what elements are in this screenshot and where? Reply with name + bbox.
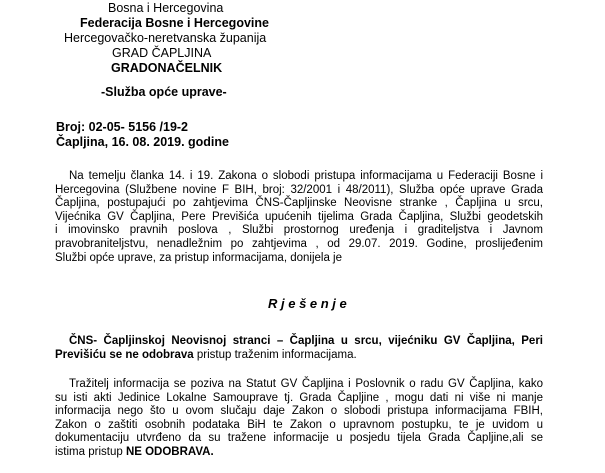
explanation-line: informacija nego što u ovom slučaju daje Zakon o slobodi pristupa informacijama FBIH, — [55, 405, 543, 418]
preamble-line: i imovinsko pravnih poslova , Službi prostornog uređenja i graditeljstva i Javnom — [55, 224, 543, 237]
explanation-line: Zakon o zaštiti osobnih podataka BiH te Zakon o upravnom postupku, te je uvidom u — [55, 418, 543, 431]
preamble-paragraph — [55, 170, 543, 265]
explanation-line: su isti akti Jedinice Lokalne Samouprave tj. Grada Čapljine , mogu dati ni više ni manje — [55, 391, 543, 404]
decision-line: ČNS- Čapljinskoj Neovisnoj stranci – Čapljina u srcu, vijećniku GV Čapljina, Peri — [69, 335, 543, 347]
preamble-line: Službi opće uprave, za pristup informacijama, donijela je — [55, 251, 343, 264]
preamble-line: Čapljina, postupajući po zahtjevima ČNS-Čapljinske Neovisne stranke , Čapljina u srcu, — [55, 197, 543, 210]
reference-place-date: Čapljina, 16. 08. 2019. godine — [56, 135, 229, 149]
decision-normal-text: pristup traženim informacijama. — [193, 348, 357, 361]
header-federation: Federacija Bosne i Hercegovine — [80, 16, 269, 30]
explanation-paragraph — [55, 378, 543, 460]
preamble-line: Na temelju članka 14. i 19. Zakona o slobodi pristupa informacijama u Federaciji Bosne i — [69, 170, 543, 182]
explanation-last-line — [55, 446, 543, 460]
decision-line — [55, 349, 543, 363]
decision-title: R j e š e n j e — [268, 296, 347, 311]
reference-number: Broj: 02-05- 5156 /19-2 — [56, 120, 189, 134]
preamble-line: pravobraniteljstvu, nenadležnim po zahtjevima , od 29.07. 2019. Godine, proslijeđenim — [55, 237, 543, 250]
decision-paragraph — [55, 335, 543, 362]
decision-bold-text: Previšiću se ne odobrava — [55, 348, 194, 361]
header-country: Bosna i Hercegovina — [108, 1, 224, 15]
explanation-line: Tražitelj informacija se poziva na Statut GV Čapljina i Poslovnik o radu GV Čapljina, kako — [69, 378, 543, 390]
preamble-line: Vijećnika GV Čapljina, Pere Previšića upućenih tijelima Grada Čapljina, Službi geodetskih — [55, 210, 543, 223]
header-canton: Hercegovačko-neretvanska županija — [64, 31, 267, 45]
preamble-line: Hercegovina (Službene novine F BIH, broj: 32/2001 i 48/2011), Služba opće uprave Grada — [55, 183, 543, 196]
explanation-last-prefix: istima pristup — [55, 445, 126, 458]
header-service: -Služba opće uprave- — [101, 85, 227, 99]
explanation-last-bold: NE ODOBRAVA. — [125, 445, 214, 458]
header-city: GRAD ČAPLJINA — [112, 46, 212, 60]
header-office: GRADONAČELNIK — [111, 61, 223, 75]
explanation-line: dokumentaciju utvrđeno da su tražene informacije u posjedu tijela Grada Čapljine,ali se — [55, 432, 543, 445]
